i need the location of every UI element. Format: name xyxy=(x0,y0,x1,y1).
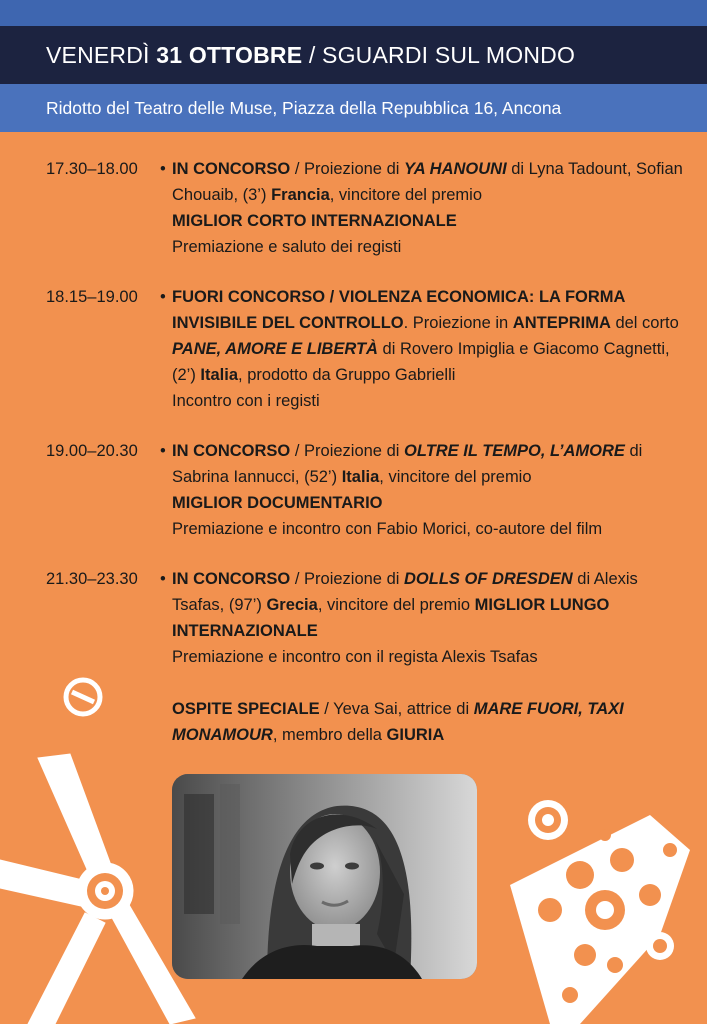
entry-text: , vincitore del premio xyxy=(329,186,482,204)
entry-category: FUORI CONCORSO / VIOLENZA ECONOMICA: LA FORMA INVISIBILE DEL CONTROLLO xyxy=(172,288,625,332)
title-separator: / xyxy=(308,41,316,68)
film-reel-spokes-icon xyxy=(0,748,215,1024)
portrait-illustration xyxy=(172,774,477,979)
guest-jury: GIURIA xyxy=(386,726,445,744)
guest-portrait-photo xyxy=(172,774,477,979)
entry-award: MIGLIOR LUNGO INTERNAZIONALE xyxy=(172,596,610,640)
day-prefix: VENERDÌ xyxy=(46,41,150,68)
entry-text: di Sabrina Iannucci, (52’) xyxy=(172,442,643,486)
small-ring-icon xyxy=(640,926,680,966)
entry-text: , membro della xyxy=(272,726,387,744)
film-reel-wedge-icon xyxy=(510,815,707,1024)
entry-text: di Lyna Tadount, Sofian Chouaib, (3’) xyxy=(172,160,683,204)
program-entry xyxy=(46,156,686,260)
entry-time: 18.15–19.00 xyxy=(46,288,138,306)
entry-category: IN CONCORSO xyxy=(172,160,291,178)
bullet-dot: • xyxy=(160,442,166,460)
entry-text: , vincitore del premio xyxy=(379,468,532,486)
entry-country: Grecia xyxy=(266,596,318,614)
entry-category: IN CONCORSO xyxy=(172,442,291,460)
event-title: SGUARDI SUL MONDO xyxy=(322,41,576,68)
bullet-dot: • xyxy=(160,288,166,306)
entry-description xyxy=(172,438,686,542)
no-sign-icon xyxy=(58,672,108,722)
entry-description xyxy=(172,566,686,748)
film-title: OLTRE IL TEMPO, L’AMORE xyxy=(404,442,625,460)
entry-time: 19.00–20.30 xyxy=(46,442,138,460)
entry-award: MIGLIOR CORTO INTERNAZIONALE xyxy=(172,212,457,230)
program-entry xyxy=(46,284,686,414)
entry-text: / Yeva Sai, attrice di xyxy=(319,700,474,718)
entry-text: di Rovero Impiglia e Giacomo Cagnetti, (2’) xyxy=(172,340,670,384)
entry-note: Incontro con i registi xyxy=(172,392,320,410)
entry-text: di Alexis Tsafas, (97’) xyxy=(172,570,638,614)
entry-country: Italia xyxy=(341,468,380,486)
entry-country: Italia xyxy=(200,366,239,384)
entry-description xyxy=(172,284,686,414)
entry-text: , vincitore del premio xyxy=(317,596,475,614)
program-list xyxy=(46,156,686,772)
bullet-dot: • xyxy=(160,570,166,588)
entry-text: / Proiezione di xyxy=(290,160,404,178)
film-title: PANE, AMORE E LIBERTÀ xyxy=(172,340,378,358)
entry-text: , prodotto da Gruppo Gabrielli xyxy=(238,366,456,384)
guest-works: MARE FUORI, TAXI MONAMOUR xyxy=(172,700,624,744)
entry-category: IN CONCORSO xyxy=(172,570,291,588)
entry-text: del corto xyxy=(610,314,679,332)
entry-text: / Proiezione di xyxy=(290,570,404,588)
program-entry xyxy=(46,566,686,748)
entry-time: 21.30–23.30 xyxy=(46,570,138,588)
entry-text: . Proiezione in xyxy=(403,314,513,332)
bullet-dot: • xyxy=(160,160,166,178)
entry-time: 17.30–18.00 xyxy=(46,160,138,178)
guest-label: OSPITE SPECIALE xyxy=(172,700,320,718)
entry-note: Premiazione e saluto dei registi xyxy=(172,238,402,256)
venue-address: Ridotto del Teatro delle Muse, Piazza della Repubblica 16, Ancona xyxy=(46,97,562,118)
entry-country: Francia xyxy=(271,186,330,204)
top-color-strip xyxy=(0,0,707,26)
entry-award: MIGLIOR DOCUMENTARIO xyxy=(172,494,383,512)
entry-note: Premiazione e incontro con il regista Alexis Tsafas xyxy=(172,648,538,666)
entry-description xyxy=(172,156,686,260)
program-entry xyxy=(46,438,686,542)
film-title: YA HANOUNI xyxy=(404,160,507,178)
venue-bar xyxy=(0,84,707,132)
event-date: 31 OTTOBRE xyxy=(156,41,303,68)
entry-text: / Proiezione di xyxy=(290,442,404,460)
film-title: DOLLS OF DRESDEN xyxy=(404,570,573,588)
entry-preview: ANTEPRIMA xyxy=(512,314,611,332)
entry-note: Premiazione e incontro con Fabio Morici, co-autore del film xyxy=(172,520,603,538)
day-header xyxy=(0,26,707,84)
